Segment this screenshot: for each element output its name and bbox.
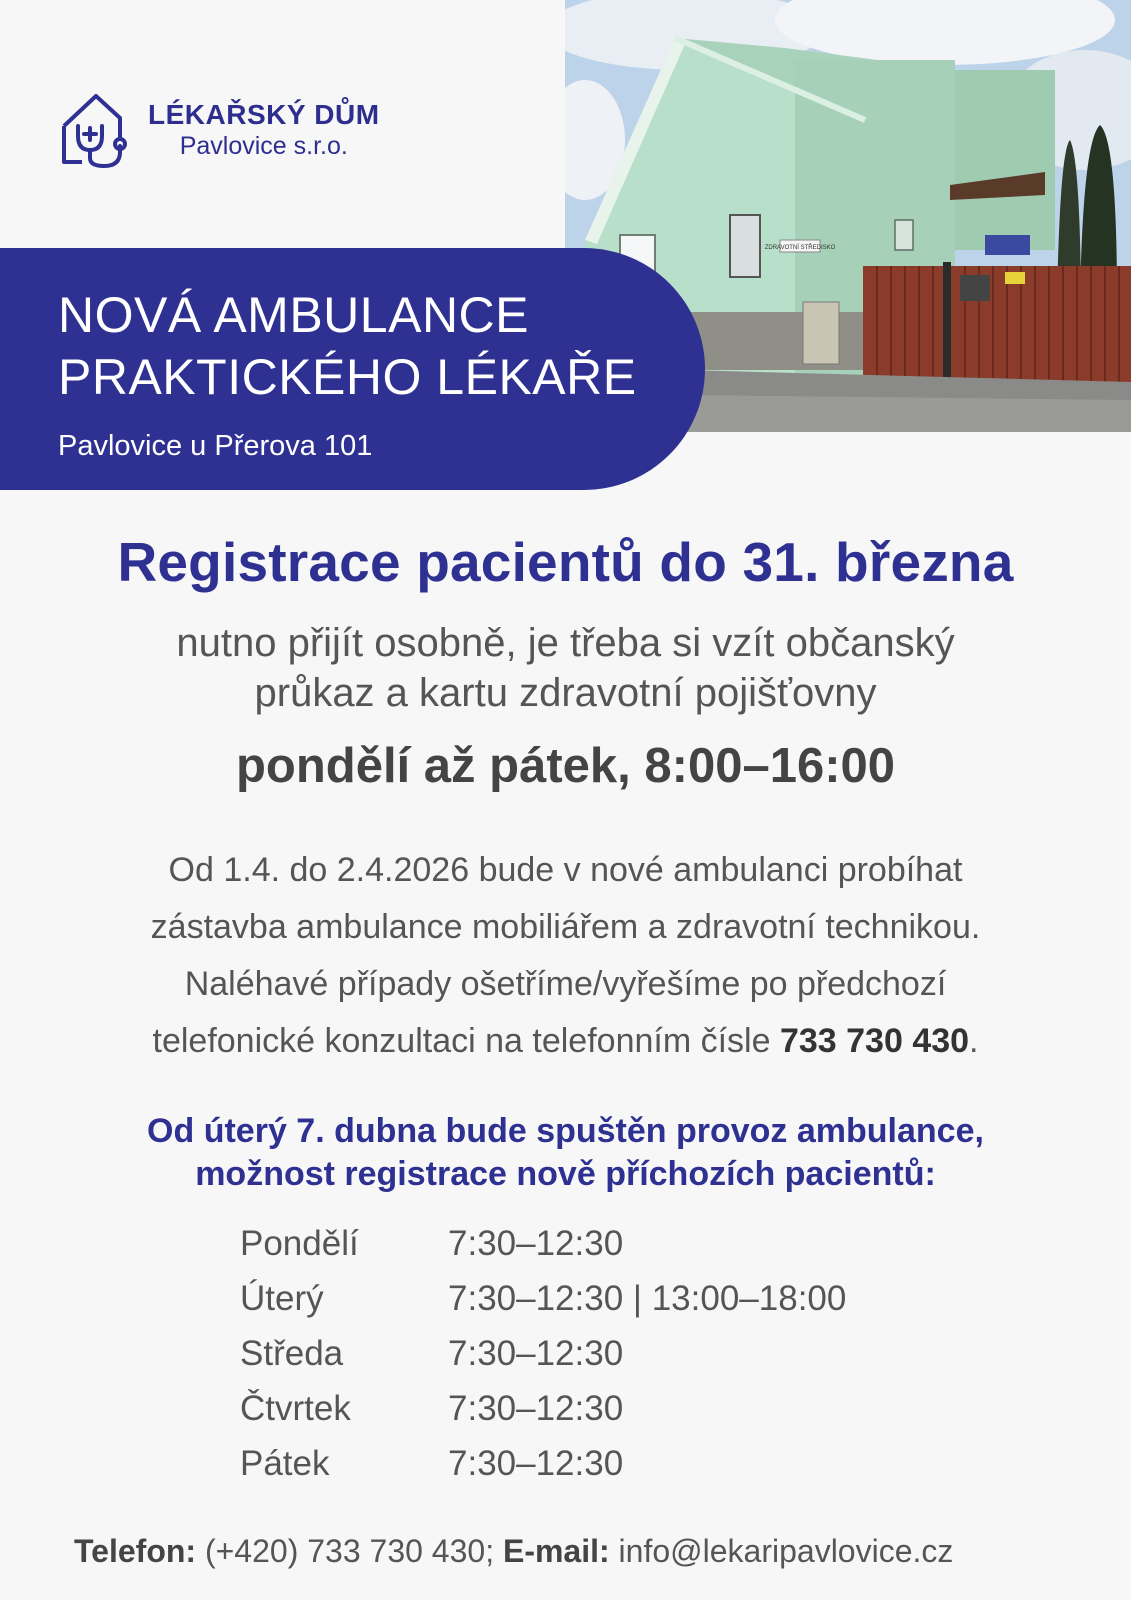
banner-title-line2: PRAKTICKÉHO LÉKAŘE bbox=[58, 349, 637, 405]
schedule-row bbox=[240, 1381, 846, 1436]
house-stethoscope-icon bbox=[56, 88, 140, 172]
email-label: E-mail: bbox=[502, 1533, 610, 1569]
registration-heading: Registrace pacientů do 31. března bbox=[117, 531, 1014, 593]
schedule-day: Pátek bbox=[240, 1443, 330, 1483]
banner-title-line1: NOVÁ AMBULANCE bbox=[58, 287, 530, 343]
schedule-hours: 7:30–12:30 bbox=[448, 1333, 624, 1373]
schedule-row bbox=[240, 1271, 846, 1326]
registration-note-line2: průkaz a kartu zdravotní pojišťovny bbox=[254, 671, 877, 715]
schedule-hours: 7:30–12:30 | 13:00–18:00 bbox=[448, 1278, 847, 1318]
notice-line3: Naléhavé případy ošetříme/vyřešíme po předchozí bbox=[184, 965, 947, 1003]
phone-label: Telefon: bbox=[74, 1533, 197, 1569]
notice-line2: zástavba ambulance mobiliářem a zdravotní technikou. bbox=[150, 908, 981, 946]
logo-text bbox=[148, 99, 380, 161]
notice-paragraph bbox=[0, 842, 1131, 1070]
opening-heading-line2: možnost registrace nově příchozích pacientů: bbox=[195, 1155, 936, 1193]
registration-note-line1: nutno přijít osobně, je třeba si vzít občanský bbox=[176, 621, 955, 665]
contact-line bbox=[74, 1533, 953, 1570]
email-value[interactable]: info@lekaripavlovice.cz bbox=[609, 1533, 954, 1569]
schedule-hours: 7:30–12:30 bbox=[448, 1443, 624, 1483]
notice-line4 bbox=[0, 1013, 1131, 1070]
schedule-hours: 7:30–12:30 bbox=[448, 1388, 624, 1428]
logo-name: LÉKAŘSKÝ DŮM bbox=[148, 99, 380, 130]
notice-line4-prefix: telefonické konzultaci na telefonním čísle bbox=[152, 1022, 780, 1060]
notice-line4-suffix: . bbox=[969, 1022, 979, 1060]
registration-hours: pondělí až pátek, 8:00–16:00 bbox=[235, 739, 896, 793]
logo-subtitle: Pavlovice s.r.o. bbox=[179, 132, 348, 160]
schedule-day: Pondělí bbox=[240, 1223, 359, 1263]
schedule-day: Čtvrtek bbox=[240, 1388, 351, 1428]
notice-line1: Od 1.4. do 2.4.2026 bude v nové ambulanci probíhat bbox=[168, 851, 963, 889]
notice-phone: 733 730 430 bbox=[779, 1022, 970, 1060]
header-banner bbox=[0, 248, 705, 490]
schedule-hours: 7:30–12:30 bbox=[448, 1223, 624, 1263]
schedule-row bbox=[240, 1216, 846, 1271]
phone-value[interactable]: (+420) 733 730 430; bbox=[196, 1533, 503, 1569]
schedule-day: Úterý bbox=[240, 1278, 324, 1318]
photo-sign-text: ZDRAVOTNÍ STŘEDISKO bbox=[764, 245, 836, 251]
opening-schedule bbox=[240, 1216, 846, 1491]
schedule-row bbox=[240, 1326, 846, 1381]
schedule-day: Středa bbox=[240, 1333, 344, 1373]
registration-note bbox=[0, 618, 1131, 718]
schedule-row bbox=[240, 1436, 846, 1491]
opening-heading bbox=[0, 1110, 1131, 1196]
logo bbox=[56, 88, 380, 172]
banner-address: Pavlovice u Přerova 101 bbox=[58, 430, 373, 462]
banner-title bbox=[58, 284, 705, 408]
opening-heading-line1: Od úterý 7. dubna bude spuštěn provoz ambulance, bbox=[147, 1112, 984, 1150]
